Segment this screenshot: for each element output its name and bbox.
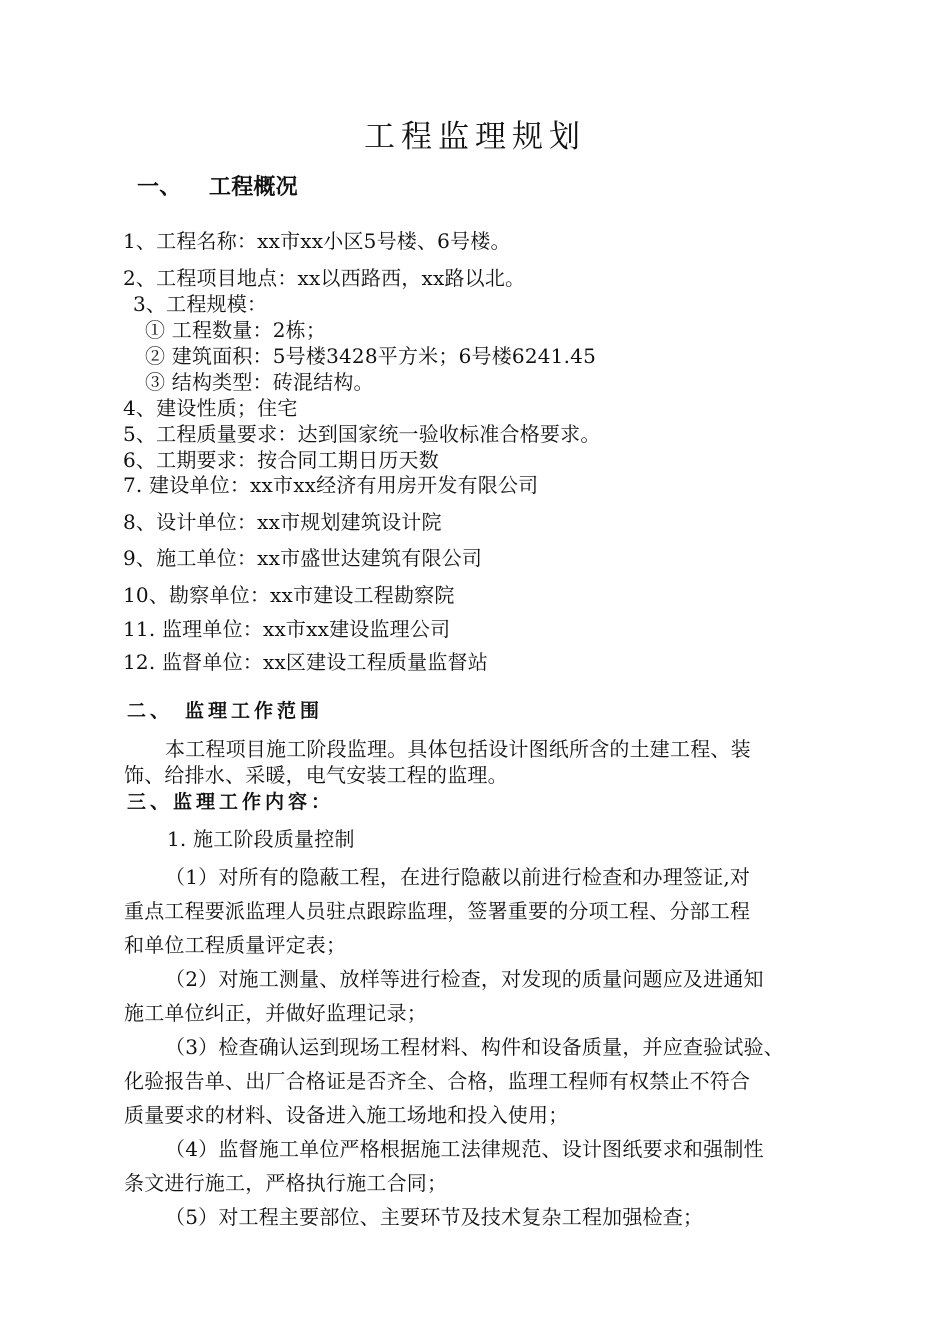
overview-item-owner: 7. 建设单位：xx市xx经济有用房开发有限公司 <box>123 473 539 497</box>
overview-item-schedule: 6、工期要求：按合同工期日历天数 <box>123 448 439 472</box>
content-paragraph-line: 和单位工程质量评定表； <box>124 933 347 957</box>
overview-item-project-name: 1、工程名称：xx市xx小区5号楼、6号楼。 <box>123 229 511 253</box>
overview-item-designer: 8、设计单位：xx市规划建筑设计院 <box>123 510 442 534</box>
section1-heading <box>137 176 298 200</box>
content-paragraph-line: （1）对所有的隐蔽工程，在进行隐蔽以前进行检查和办理签证,对 <box>165 865 751 889</box>
overview-item-surveyor: 10、勘察单位：xx市建设工程勘察院 <box>123 583 455 607</box>
content-paragraph-line: 重点工程要派监理人员驻点跟踪监理，签署重要的分项工程、分部工程 <box>124 899 751 923</box>
section2-number: 二、 <box>127 700 174 722</box>
content-paragraph-line: （2）对施工测量、放样等进行检查，对发现的质量问题应及进通知 <box>165 967 764 991</box>
section2-title: 监理工作范围 <box>185 700 324 722</box>
section3-subheading: 1. 施工阶段质量控制 <box>167 827 355 851</box>
document-title: 工程监理规划 <box>364 119 586 155</box>
content-paragraph-line: 化验报告单、出厂合格证是否齐全、合格，监理工程师有权禁止不符合 <box>124 1069 751 1093</box>
overview-item-quality: 5、工程质量要求：达到国家统一验收标准合格要求。 <box>123 422 601 446</box>
section2-heading <box>127 699 323 723</box>
overview-item-location: 2、工程项目地点：xx以西路西，xx路以北。 <box>123 266 526 290</box>
overview-subitem-area: ② 建筑面积：5号楼3428平方米；6号楼6241.45 <box>145 344 597 368</box>
scope-paragraph-line: 饰、给排水、采暖，电气安装工程的监理。 <box>124 763 508 787</box>
section1-number: 一、 <box>137 175 182 200</box>
scope-paragraph-line: 本工程项目施工阶段监理。具体包括设计图纸所含的土建工程、装 <box>165 737 751 761</box>
overview-item-supervisor: 11. 监理单位：xx市xx建设监理公司 <box>123 617 451 641</box>
content-paragraph-line: 条文进行施工，严格执行施工合同； <box>124 1171 448 1195</box>
section1-title: 工程概况 <box>209 175 298 200</box>
content-paragraph-line: 施工单位纠正，并做好监理记录； <box>124 1001 427 1025</box>
overview-item-nature: 4、建设性质；住宅 <box>123 396 298 420</box>
overview-item-scale: 3、工程规模： <box>133 292 268 316</box>
content-paragraph-line: 质量要求的材料、设备进入施工场地和投入使用； <box>124 1103 569 1127</box>
content-paragraph-line: （3）检查确认运到现场工程材料、构件和设备质量，并应查验试验、 <box>165 1035 784 1059</box>
overview-item-inspector: 12. 监督单位：xx区建设工程质量监督站 <box>123 650 488 674</box>
section3-heading: 三、监理工作内容： <box>127 791 335 813</box>
overview-subitem-quantity: ① 工程数量：2栋； <box>145 318 327 342</box>
overview-subitem-structure: ③ 结构类型：砖混结构。 <box>145 370 374 394</box>
content-paragraph-line: （5）对工程主要部位、主要环节及技术复杂工程加强检查； <box>165 1205 704 1229</box>
overview-item-contractor: 9、施工单位：xx市盛世达建筑有限公司 <box>123 546 483 570</box>
content-paragraph-line: （4）监督施工单位严格根据施工法律规范、设计图纸要求和强制性 <box>165 1137 764 1161</box>
